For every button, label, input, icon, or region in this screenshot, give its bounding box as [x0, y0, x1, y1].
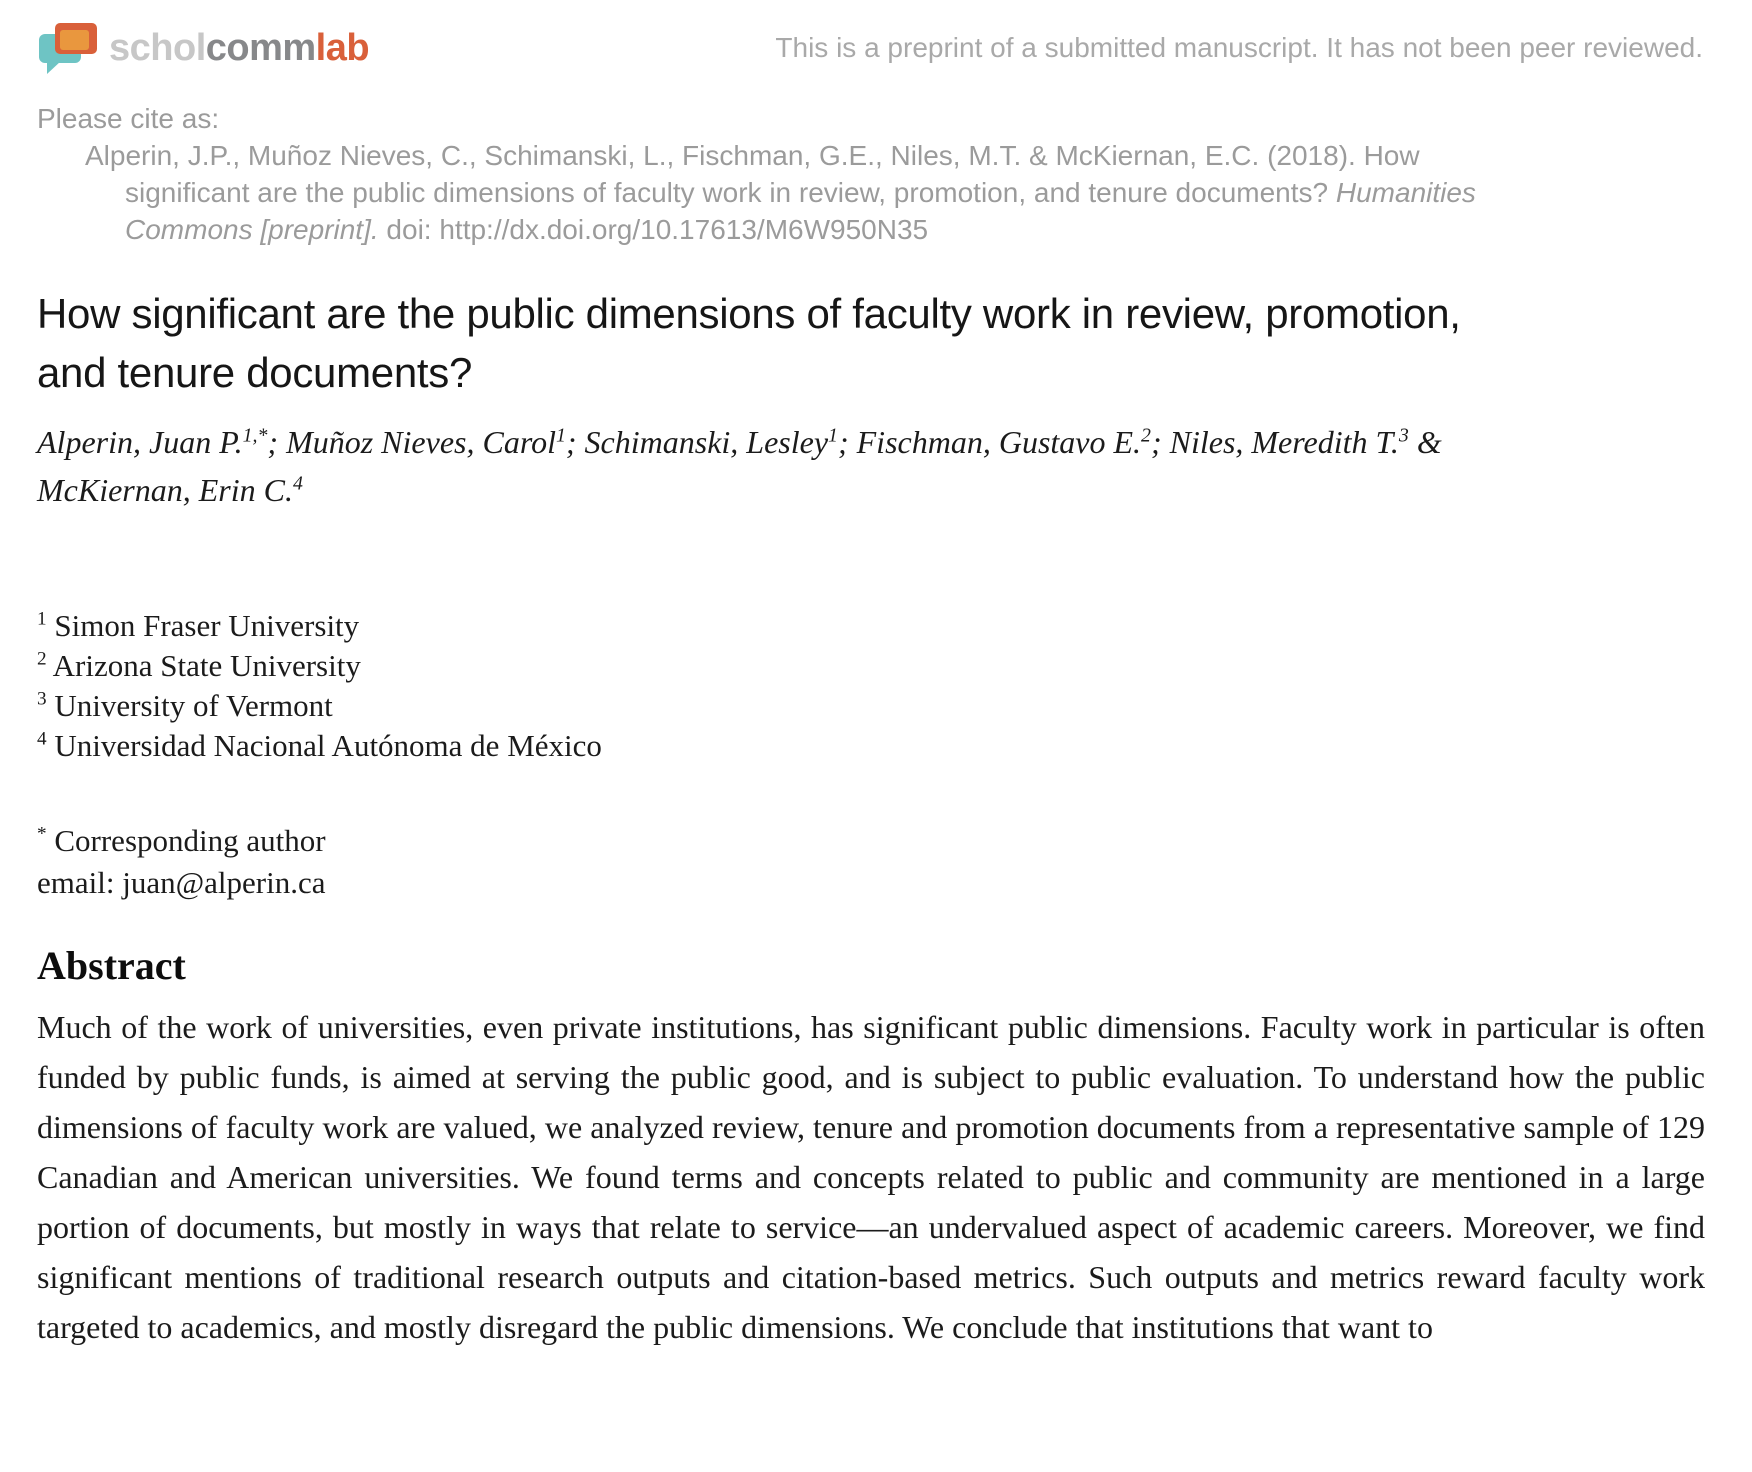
affiliation: $^1$ Simon Fraser University [37, 608, 360, 643]
affiliation: $^2$ Arizona State University [37, 648, 361, 683]
author: Niles, Meredith T.$^3$ [1169, 424, 1409, 460]
author-affiliation-superscript: 2 [1141, 424, 1151, 447]
citation-run: doi: http://dx.doi.org/10.17613/M6W950N35 [378, 214, 929, 245]
affiliation: $^3$ University of Vermont [37, 688, 333, 723]
logo-wordmark-comm: comm [205, 26, 316, 69]
affiliation-number: 2 [37, 648, 47, 670]
author-affiliation-superscript: 1 [828, 424, 838, 447]
authors-line: Alperin, Juan P.$^{1,*}$; Muñoz Nieves, Carol$^1$; Schimanski, Lesley$^1$; Fischman, Gustavo E.$^2$; Niles, Meredith T.$^3$ & McKiernan, Erin C.$^4$ [37, 424, 1442, 508]
citation-label: Please cite as: [37, 103, 220, 134]
corresponding-label: Corresponding author [54, 823, 326, 858]
citation-run: significant are the public dimensions of faculty work in review, promotion, and tenure documents? [125, 177, 1336, 208]
preprint-notice: This is a preprint of a submitted manuscript. It has not been peer reviewed. [775, 32, 1703, 63]
affiliations-list [37, 606, 1705, 766]
author: Schimanski, Lesley$^1$ [584, 424, 838, 460]
corresponding-marker: * [37, 823, 47, 845]
affiliation-number: 1 [37, 608, 47, 630]
citation-italic-run: Commons [preprint]. [125, 214, 379, 245]
corresponding-author-line [37, 820, 1705, 862]
author: Alperin, Juan P.$^{1,*}$ [37, 424, 268, 460]
citation-block [37, 100, 1705, 248]
header [37, 0, 1705, 76]
citation-line [37, 137, 1705, 174]
corresponding-email-line [37, 862, 1705, 904]
author: Fischman, Gustavo E.$^2$ [856, 424, 1151, 460]
author-affiliation-superscript: 4 [292, 472, 303, 495]
affiliation-number: 3 [37, 688, 47, 710]
author-affiliation-superscript: 1 [555, 424, 566, 447]
author: McKiernan, Erin C.$^4$ [37, 472, 303, 508]
logo-wordmark-lab: lab [315, 26, 370, 69]
logo-wordmark [109, 27, 369, 70]
author-affiliation-superscript: 1,* [242, 424, 268, 447]
citation-lines [37, 137, 1705, 248]
affiliation-number: 4 [37, 728, 47, 750]
citation-line [37, 211, 1705, 248]
citation-line [37, 174, 1705, 211]
abstract-text: Much of the work of universities, even private institutions, has significant public dimensions. Faculty work in particular is often funded by public funds, is aimed at serving the public good, and is subject to public evaluation. To understand how the public dimensions of faculty work are valued, we analyzed review, tenure and promotion documents from a representative sample of 129 Canadian and American universities. We found terms and concepts related to public and community are mentioned in a large portion of documents, but mostly in ways that relate to service—an undervalued aspect of academic careers. Moreover, we find significant mentions of traditional research outputs and citation-based metrics. Such outputs and metrics reward faculty work targeted to academics, and mostly disregard the public dimensions. We conclude that institutions that want to [37, 1009, 1705, 1345]
affiliation: $^4$ Universidad Nacional Autónoma de México [37, 728, 602, 763]
corresponding-author-block [37, 820, 1705, 904]
email-prefix: email: [37, 865, 123, 900]
author: Muñoz Nieves, Carol$^1$ [286, 424, 566, 460]
abstract-heading: Abstract [37, 943, 186, 988]
page-title: How significant are the public dimensions of faculty work in review, promotion, and tenure documents? [37, 290, 1461, 396]
author-affiliation-superscript: 3 [1398, 424, 1409, 447]
citation-run: Alperin, J.P., Muñoz Nieves, C., Schimanski, L., Fischman, G.E., Niles, M.T. & McKiernan, E.C. (2018). How [85, 140, 1420, 171]
speech-bubbles-icon [37, 20, 99, 76]
citation-italic-run: Humanities [1335, 177, 1476, 208]
email-address: juan@alperin.ca [122, 865, 326, 900]
logo-wordmark-schol: schol [109, 26, 206, 69]
scholcommlab-logo [37, 20, 369, 76]
